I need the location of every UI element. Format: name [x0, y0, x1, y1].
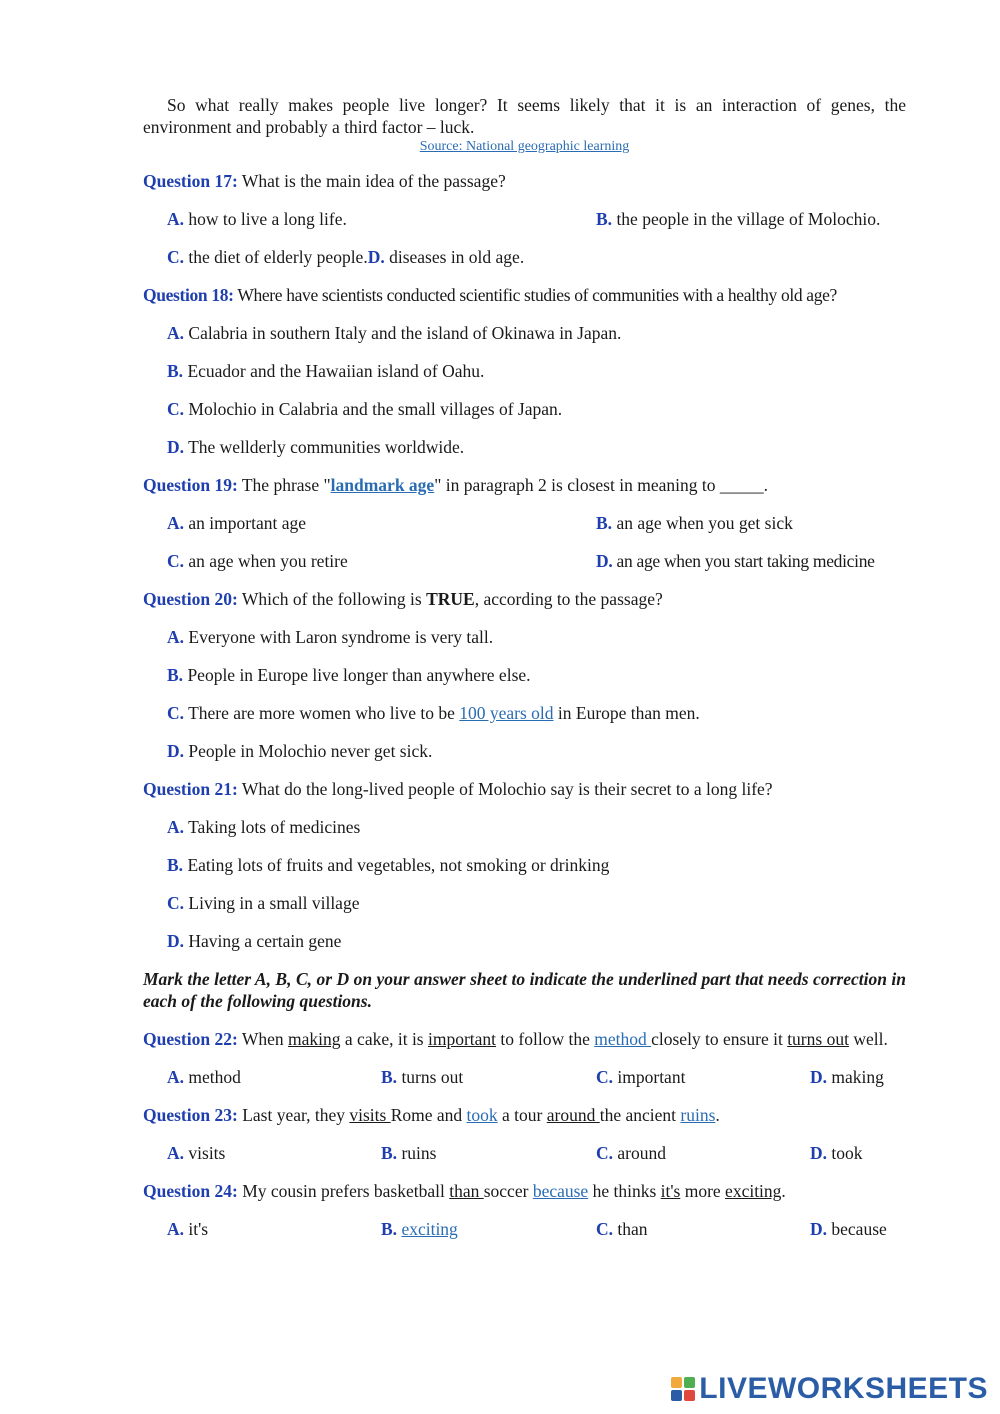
option-24-b[interactable]: B. exciting — [381, 1219, 458, 1239]
question-21-label: Question 21: — [143, 779, 238, 799]
option-18-d[interactable]: D. The wellderly communities worldwide. — [167, 437, 465, 457]
question-22-label: Question 22: — [143, 1029, 238, 1049]
option-21-a[interactable]: A. Taking lots of medicines — [167, 817, 361, 837]
liveworksheets-logo-icon — [671, 1377, 695, 1401]
underlined-making: making — [288, 1029, 341, 1049]
option-20-d[interactable]: D. People in Molochio never get sick. — [167, 741, 433, 761]
underlined-its: it's — [660, 1181, 681, 1201]
question-23: Question 23: Last year, they visits Rome and took a tour around the ancient ruins. — [143, 1105, 720, 1125]
option-24-c[interactable]: C. than — [596, 1219, 648, 1239]
question-18 — [143, 284, 906, 306]
option-22-d[interactable]: D. making — [810, 1067, 884, 1087]
true-emphasis: TRUE — [426, 589, 475, 609]
underlined-around: around — [546, 1105, 600, 1125]
ruins-link[interactable]: ruins — [680, 1105, 716, 1125]
question-17-options-row-2 — [167, 246, 906, 268]
because-link[interactable]: because — [532, 1181, 589, 1201]
question-19-options-row-2 — [167, 550, 906, 572]
landmark-age-link[interactable]: landmark age — [330, 475, 435, 495]
underlined-exciting: exciting — [725, 1181, 782, 1201]
question-17 — [143, 170, 906, 192]
question-23-options — [167, 1142, 906, 1164]
liveworksheets-logo[interactable] — [671, 1372, 988, 1406]
option-22-c[interactable]: C. important — [596, 1067, 686, 1087]
method-link[interactable]: method — [594, 1029, 652, 1049]
question-19-label: Question 19: — [143, 475, 238, 495]
question-24-label: Question 24: — [143, 1181, 238, 1201]
option-22-a[interactable]: A. method — [167, 1067, 241, 1087]
question-19-options-row-1 — [167, 512, 906, 534]
100-years-old-link[interactable]: 100 years old — [459, 703, 554, 723]
liveworksheets-logo-text: LIVEWORKSHEETS — [699, 1372, 988, 1405]
question-20-label: Question 20: — [143, 589, 238, 609]
question-18-label: Question 18: — [143, 285, 234, 305]
option-18-b[interactable]: B. Ecuador and the Hawaiian island of Oahu. — [167, 361, 485, 381]
option-20-c[interactable]: C. There are more women who live to be 100 years old in Europe than men. — [167, 703, 700, 723]
option-23-d[interactable]: D. took — [810, 1143, 863, 1163]
question-19: Question 19: The phrase "landmark age" in paragraph 2 is closest in meaning to _____. — [143, 475, 768, 495]
option-21-d[interactable]: D. Having a certain gene — [167, 931, 342, 951]
question-17-options-row-1 — [167, 208, 906, 230]
option-18-a[interactable]: A. Calabria in southern Italy and the island of Okinawa in Japan. — [167, 323, 622, 343]
option-20-b[interactable]: B. People in Europe live longer than anywhere else. — [167, 665, 531, 685]
took-link[interactable]: took — [466, 1105, 498, 1125]
option-20-a[interactable]: A. Everyone with Laron syndrome is very tall. — [167, 627, 494, 647]
source-link[interactable]: Source: National geographic learning — [419, 139, 630, 154]
option-19-a[interactable]: A. an important age — [167, 513, 306, 533]
underlined-than: than — [449, 1181, 484, 1201]
underlined-turns-out: turns out — [787, 1029, 849, 1049]
option-24-d[interactable]: D. because — [810, 1219, 887, 1239]
question-24-options — [167, 1218, 906, 1240]
option-19-b[interactable]: B. an age when you get sick — [596, 513, 793, 533]
question-21 — [143, 778, 906, 800]
option-17-a[interactable]: A. how to live a long life. — [167, 209, 347, 229]
option-22-b[interactable]: B. turns out — [381, 1067, 464, 1087]
worksheet-page — [143, 94, 906, 1240]
option-19-d[interactable]: D. an age when you start taking medicine — [596, 551, 875, 571]
option-17-b[interactable]: B. the people in the village of Molochio. — [596, 209, 881, 229]
question-22: Question 22: When making a cake, it is important to follow the method closely to ensure it turns out well. — [143, 1029, 888, 1049]
underlined-important: important — [428, 1029, 497, 1049]
question-21-text: What do the long-lived people of Molochio say is their secret to a long life? — [237, 779, 773, 799]
question-17-text: What is the main idea of the passage? — [237, 171, 506, 191]
exciting-link[interactable]: exciting — [401, 1219, 458, 1239]
question-24: Question 24: My cousin prefers basketball than soccer because he thinks it's more exciting. — [143, 1181, 786, 1201]
option-23-a[interactable]: A. visits — [167, 1143, 226, 1163]
underlined-visits: visits — [349, 1105, 391, 1125]
source-credit — [143, 139, 906, 155]
option-21-c[interactable]: C. Living in a small village — [167, 893, 360, 913]
option-24-a[interactable]: A. it's — [167, 1219, 209, 1239]
option-23-c[interactable]: C. around — [596, 1143, 666, 1163]
option-19-c[interactable]: C. an age when you retire — [167, 551, 348, 571]
question-23-label: Question 23: — [143, 1105, 238, 1125]
option-18-c[interactable]: C. Molochio in Calabria and the small villages of Japan. — [167, 399, 563, 419]
question-17-label: Question 17: — [143, 171, 238, 191]
question-18-text: Where have scientists conducted scientific studies of communities with a healthy old age? — [233, 285, 837, 305]
question-22-options — [167, 1066, 906, 1088]
option-17-c-d[interactable]: C. the diet of elderly people.D. diseases in old age. — [167, 247, 525, 267]
section-instructions: Mark the letter A, B, C, or D on your answer sheet to indicate the underlined part that needs correction in each of the following questions. — [143, 969, 906, 1011]
passage-closing-paragraph: So what really makes people live longer? It seems likely that it is an interaction of genes, the environment and probably a third factor – luck. — [143, 95, 906, 137]
question-20: Question 20: Which of the following is TRUE, according to the passage? — [143, 589, 663, 609]
option-21-b[interactable]: B. Eating lots of fruits and vegetables, not smoking or drinking — [167, 855, 610, 875]
option-23-b[interactable]: B. ruins — [381, 1143, 437, 1163]
